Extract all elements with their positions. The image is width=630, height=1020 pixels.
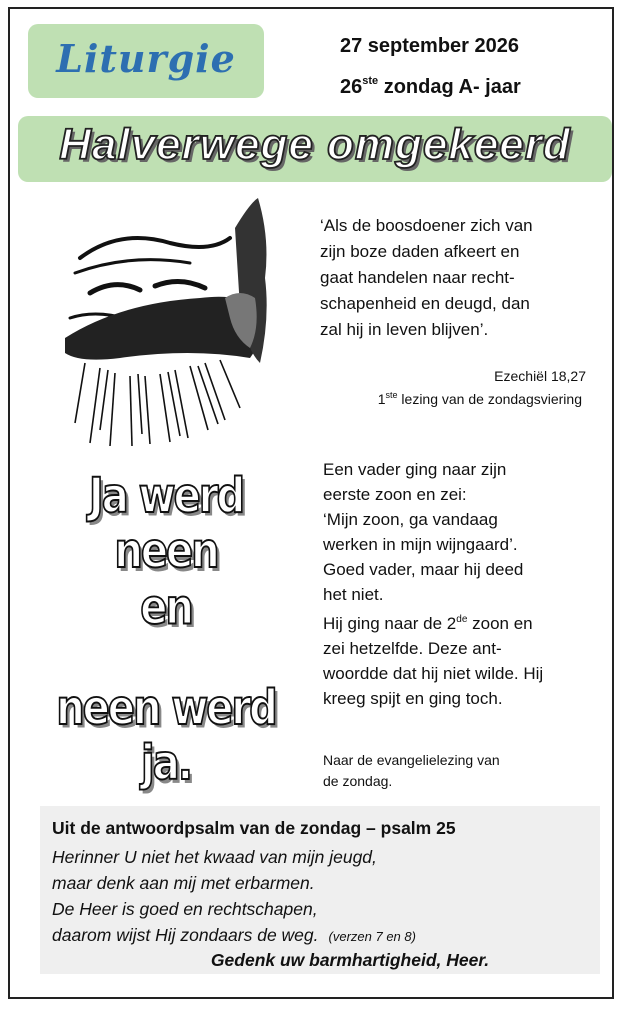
story-text: Hij ging naar de 2 [323,614,457,633]
psalm-response: Gedenk uw barmhartigheid, Heer. [210,950,490,970]
story-line: kreeg spijt en ging toch. [323,689,503,708]
psalm-box [40,806,600,974]
ezekiel-quote [320,213,590,343]
story-source [323,750,553,792]
hand-over-mouth-drawing [60,198,290,448]
liturgie-badge [28,24,264,98]
sunday-line [340,75,521,99]
sunday-suffix: ste [362,75,379,87]
gospel-story [323,457,593,711]
quote-line: gaat handelen naar recht- [320,268,515,287]
story-line: eerste zoon en zei: [323,485,467,504]
story-text: zoon en [467,614,533,633]
psalm-heading: Uit de antwoordpsalm van de zondag – psalm 25 [52,818,456,838]
reading-note [378,390,582,407]
story-line: werken in mijn wijngaard’. [323,535,518,554]
quote-reference: Ezechiël 18,27 [494,368,586,384]
reading-number: 1 [377,391,386,407]
slogan-line-3: neen werd ja. [56,680,276,792]
story-line: Een vader ging naar zijn [323,460,507,479]
title-banner [18,116,612,182]
story-line: woordde dat hij niet wilde. Hij [323,664,544,683]
psalm-line: maar denk aan mij met erbarmen. [52,873,315,893]
sunday-text: zondag A- jaar [378,76,521,98]
source-line: de zondag. [323,773,393,789]
story-suffix: de [456,614,468,625]
reading-suffix: ste [385,390,398,400]
story-line: Goed vader, maar hij deed [323,560,524,579]
badge-label: Liturgie [56,36,236,81]
quote-line: zijn boze daden afkeert en [320,242,520,261]
psalm-line-text: daarom wijst Hij zondaars de weg. [52,925,319,945]
psalm-verses: (verzen 7 en 8) [328,929,416,944]
story-line: zei hetzelfde. Deze ant- [323,639,502,658]
page-title: Halverwege omgekeerd [59,120,571,169]
quote-line: ‘Als de boosdoener zich van [320,216,533,235]
psalm-line: De Heer is goed en rechtschapen, [52,899,318,919]
slogan-line-1: Ja werd neen [88,468,244,580]
psalm-line: Herinner U niet het kwaad van mijn jeugd, [52,847,377,867]
source-line: Naar de evangelielezing van [323,752,500,768]
date-line: 27 september 2026 [340,35,520,57]
story-line: ‘Mijn zoon, ga vandaag [323,510,498,529]
quote-line: schapenheid en deugd, dan [320,294,530,313]
sunday-number: 26 [340,76,363,98]
psalm-line [52,925,416,946]
story-line: het niet. [323,585,384,604]
quote-line: zal hij in leven blijven’. [320,320,489,339]
story-line [323,607,593,636]
reading-text: lezing van de zondagsviering [397,391,582,407]
slogan-line-2: en [140,580,192,636]
